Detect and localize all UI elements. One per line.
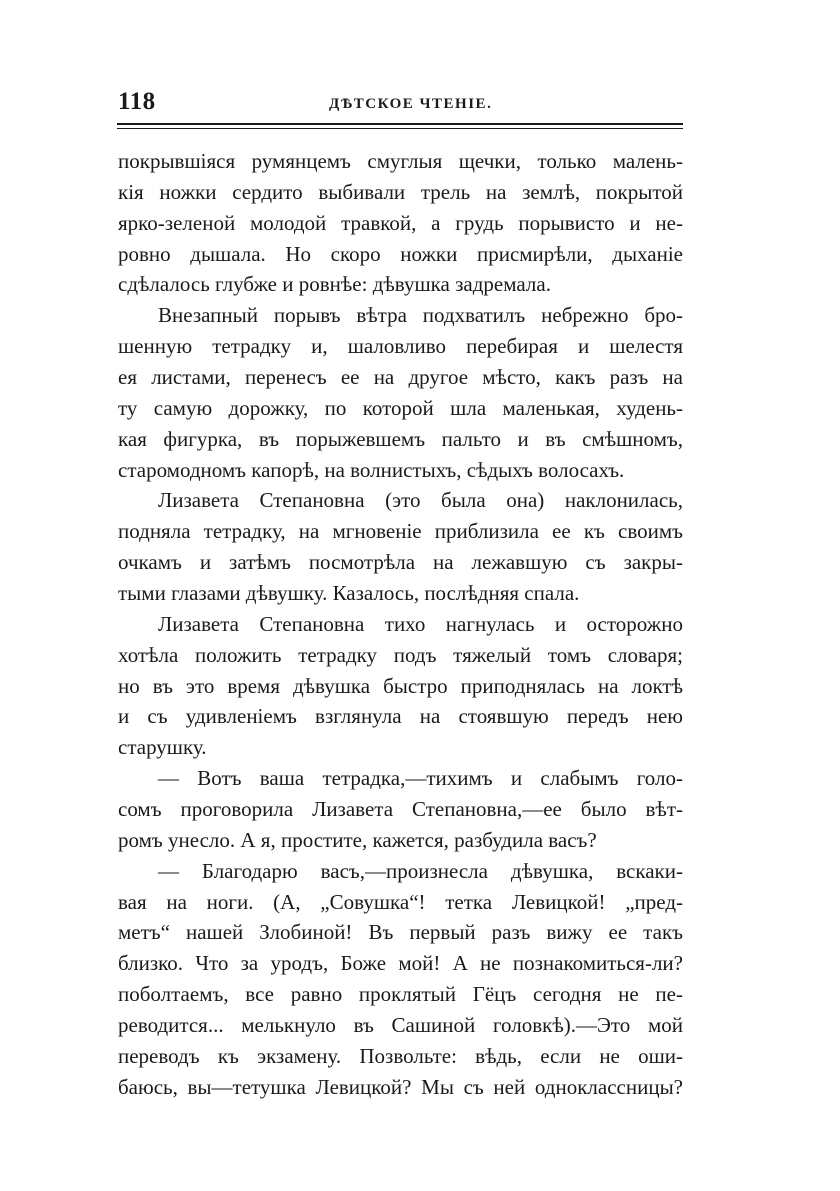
text-line: близко. Что за уродъ, Боже мой! А не познакомиться-ли? bbox=[118, 951, 683, 976]
text-line: — Вотъ ваша тетрадка,—тихимъ и слабымъ голо- bbox=[158, 766, 683, 791]
text-line: ея листами, перенесъ ее на другое мѣсто, какъ разъ на bbox=[118, 365, 683, 390]
text-line: реводится... мелькнуло въ Сашиной головкѣ).—Это мой bbox=[118, 1013, 683, 1038]
text-line: но въ это время дѣвушка быстро приподнялась на локтѣ bbox=[118, 673, 683, 698]
text-line: хотѣла положить тетрадку подъ тяжелый томъ словаря; bbox=[118, 642, 683, 667]
text-line: тыми глазами дѣвушку. Казалось, послѣдняя спала. bbox=[118, 581, 580, 606]
text-line: ту самую дорожку, по которой шла маленькая, худень- bbox=[118, 395, 683, 420]
page-number: 118 bbox=[118, 88, 156, 115]
running-title: ДѢТСКОЕ ЧТЕНІЕ. bbox=[329, 96, 493, 112]
header-rule-thin bbox=[117, 128, 683, 129]
text-line: сомъ проговорила Лизавета Степановна,—ее было вѣт- bbox=[118, 797, 683, 822]
text-line: ромъ унесло. А я, простите, кажется, разбудила васъ? bbox=[118, 827, 597, 852]
text-line: покрывшіяся румянцемъ смуглыя щечки, только малень- bbox=[118, 149, 683, 173]
text-line: вая на ноги. (А, „Совушка“! тетка Левицкой! „пред- bbox=[118, 889, 683, 914]
text-line: переводъ къ экзамену. Позвольте: вѣдь, если не оши- bbox=[118, 1043, 683, 1068]
text-line: Лизавета Степановна тихо нагнулась и осторожно bbox=[158, 611, 683, 636]
text-line: метъ“ нашей Злобиной! Въ первый разъ вижу ее такъ bbox=[118, 920, 683, 945]
text-line: Внезапный порывъ вѣтра подхватилъ небрежно бро- bbox=[158, 303, 683, 328]
text-line: сдѣлалось глубже и ровнѣе: дѣвушка задремала. bbox=[118, 272, 551, 297]
text-line: — Благодарю васъ,—произнесла дѣвушка, вскаки- bbox=[158, 858, 683, 883]
text-line: подняла тетрадку, на мгновеніе приблизила ее къ своимъ bbox=[118, 519, 683, 544]
header-rule-thick bbox=[117, 123, 683, 125]
text-line: ровно дышала. Но скоро ножки присмирѣли, дыханіе bbox=[118, 241, 683, 266]
text-line: кая фигурка, въ порыжевшемъ пальто и въ смѣшномъ, bbox=[118, 426, 683, 451]
text-line: Лизавета Степановна (это была она) наклонилась, bbox=[158, 488, 683, 513]
text-line: старушку. bbox=[118, 735, 207, 760]
text-line: поболтаемъ, все равно проклятый Гёцъ сегодня не пе- bbox=[118, 982, 683, 1007]
body-text bbox=[118, 146, 683, 1103]
running-header bbox=[118, 86, 682, 122]
text-line: шенную тетрадку и, шаловливо перебирая и шелестя bbox=[118, 334, 683, 359]
text-line: баюсь, вы—тетушка Левицкой? Мы съ ней одноклассницы? bbox=[118, 1074, 683, 1099]
text-line: ярко-зеленой молодой травкой, а грудь порывисто и не- bbox=[118, 210, 683, 235]
text-line: кія ножки сердито выбивали трель на землѣ, покрытой bbox=[118, 179, 683, 204]
text-line: и съ удивленіемъ взглянула на стоявшую передъ нею bbox=[118, 704, 683, 729]
text-line: старомодномъ капорѣ, на волнистыхъ, сѣдыхъ волосахъ. bbox=[118, 457, 625, 482]
text-line: очкамъ и затѣмъ посмотрѣла на лежавшую съ закры- bbox=[118, 550, 683, 575]
